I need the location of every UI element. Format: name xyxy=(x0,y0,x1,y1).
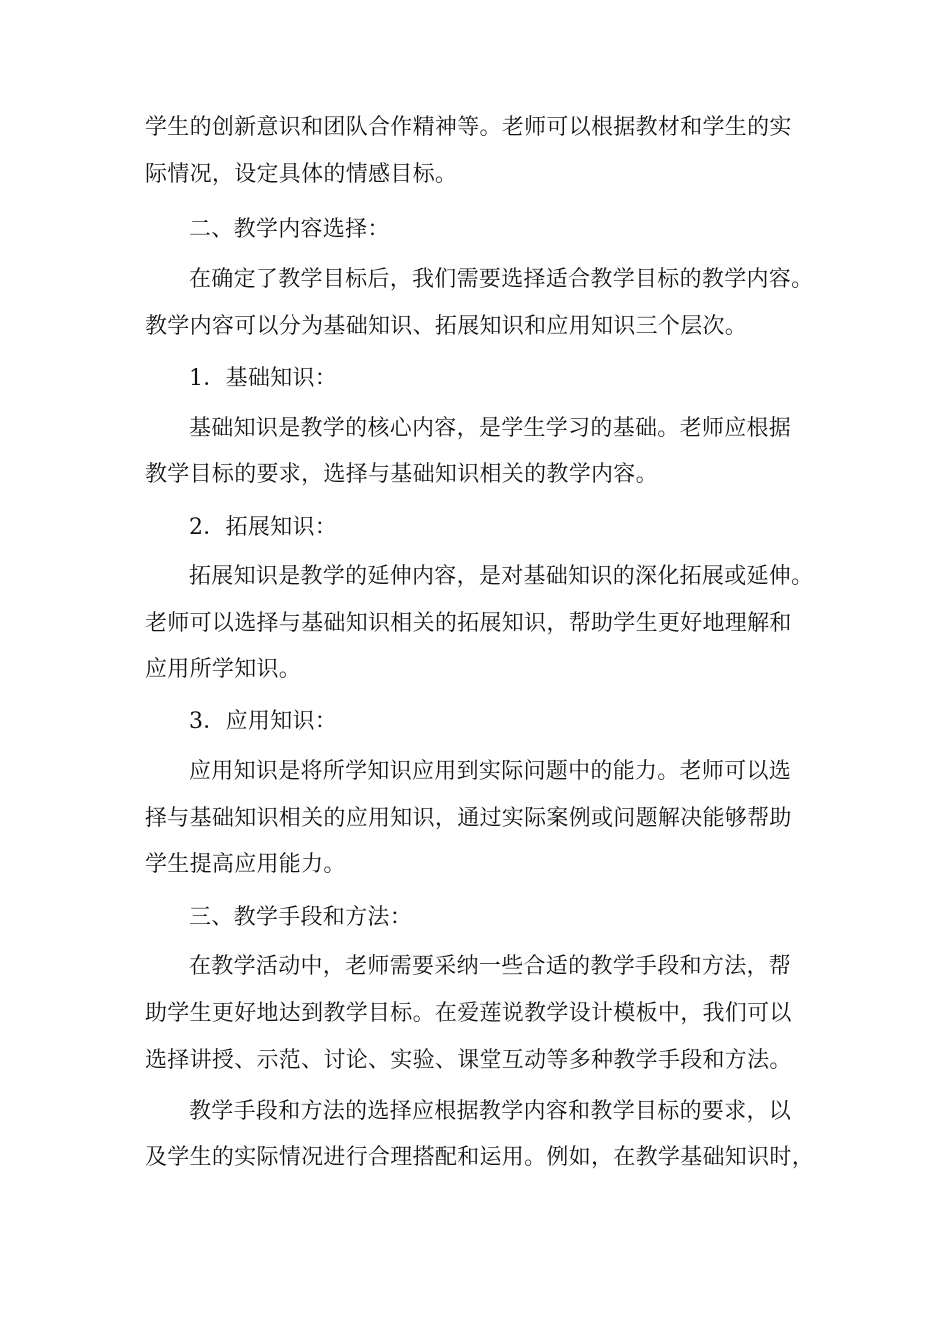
subsection-heading: 3．应用知识： xyxy=(189,709,338,734)
text-line: 应用知识是将所学知识应用到实际问题中的能力。老师可以选 xyxy=(189,759,792,784)
text-line: 教学目标的要求，选择与基础知识相关的教学内容。 xyxy=(145,462,658,487)
text-line: 及学生的实际情况进行合理搭配和运用。例如，在教学基础知识时， xyxy=(145,1145,815,1170)
subsection-heading: 1．基础知识： xyxy=(189,366,338,391)
subsection-heading: 2．拓展知识： xyxy=(189,515,338,540)
text-line: 际情况，设定具体的情感目标。 xyxy=(145,162,458,187)
text-line: 教学手段和方法的选择应根据教学内容和教学目标的要求，以 xyxy=(189,1099,792,1124)
text-line: 选择讲授、示范、讨论、实验、课堂互动等多种教学手段和方法。 xyxy=(145,1048,792,1073)
text-line: 基础知识是教学的核心内容，是学生学习的基础。老师应根据 xyxy=(189,416,792,441)
text-line: 学生提高应用能力。 xyxy=(145,852,346,877)
text-line: 在教学活动中，老师需要采纳一些合适的教学手段和方法，帮 xyxy=(189,954,792,979)
text-line: 教学内容可以分为基础知识、拓展知识和应用知识三个层次。 xyxy=(145,314,748,339)
section-heading: 三、教学手段和方法： xyxy=(189,905,413,930)
text-line: 应用所学知识。 xyxy=(145,657,302,682)
text-line: 学生的创新意识和团队合作精神等。老师可以根据教材和学生的实 xyxy=(145,115,792,140)
text-line: 老师可以选择与基础知识相关的拓展知识，帮助学生更好地理解和 xyxy=(145,611,792,636)
section-heading: 二、教学内容选择： xyxy=(189,217,390,242)
text-line: 在确定了教学目标后，我们需要选择适合教学目标的教学内容。 xyxy=(189,267,814,292)
text-line: 助学生更好地达到教学目标。在爱莲说教学设计模板中，我们可以 xyxy=(145,1001,792,1026)
text-line: 择与基础知识相关的应用知识，通过实际案例或问题解决能够帮助 xyxy=(145,806,792,831)
text-line: 拓展知识是教学的延伸内容，是对基础知识的深化拓展或延伸。 xyxy=(189,564,814,589)
